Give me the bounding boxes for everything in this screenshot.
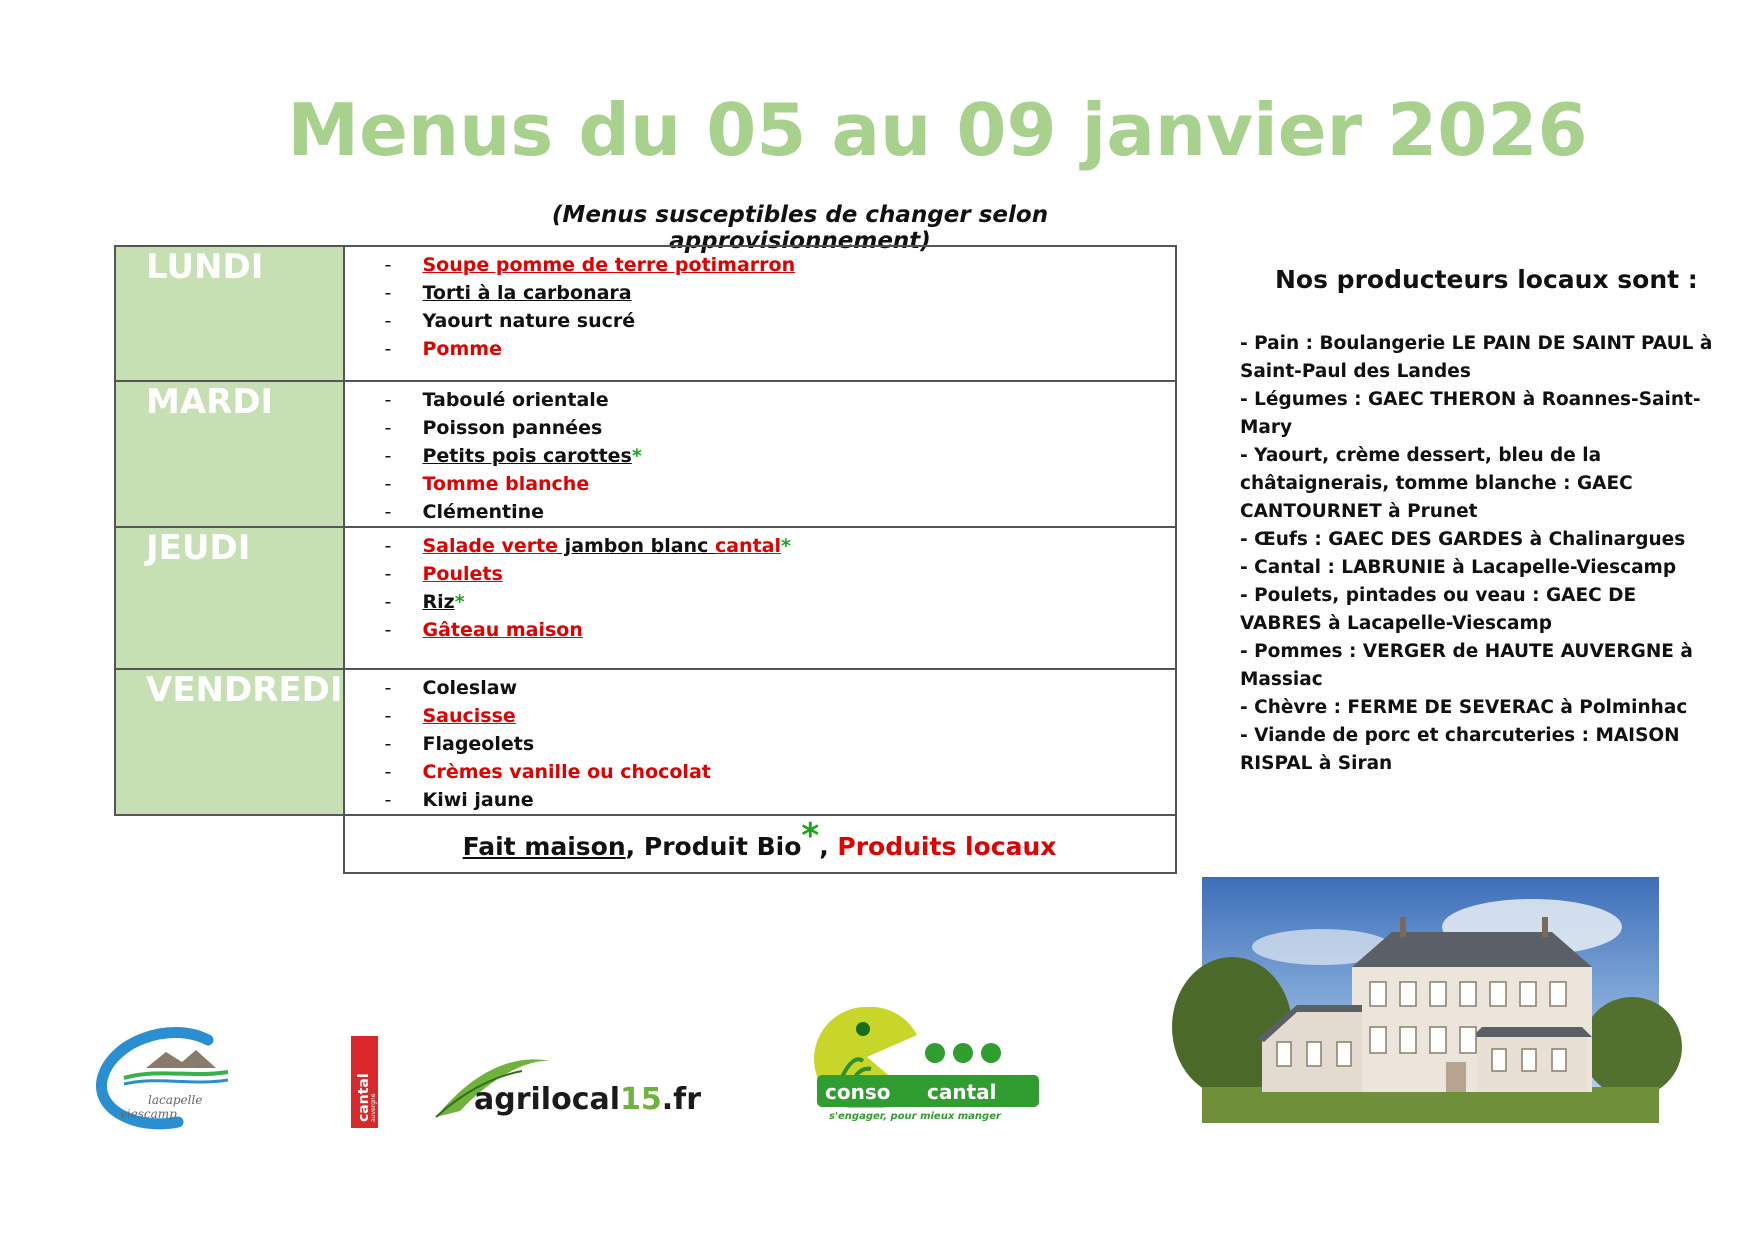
menu-item <box>385 279 1175 307</box>
legend-bio: Produit Bio <box>643 832 802 861</box>
lacapelle-text: lacapelle <box>148 1093 203 1107</box>
item-dash: - <box>384 789 392 811</box>
producer-item: - Pommes : VERGER de HAUTE AUVERGNE à Massiac <box>1240 641 1693 690</box>
menu-table-body <box>115 246 1176 873</box>
item-dash: - <box>384 473 392 495</box>
menu-item-text: cantal <box>714 535 781 557</box>
item-dash: - <box>384 677 392 699</box>
menu-item-text: Riz <box>422 591 455 613</box>
menu-item <box>385 470 1175 498</box>
menu-item-text: Torti à la carbonara <box>422 282 632 304</box>
menu-item <box>385 730 1175 758</box>
item-dash: - <box>384 445 392 467</box>
day-cell <box>115 381 344 527</box>
item-dash: - <box>384 254 392 276</box>
bio-star: * <box>631 445 642 467</box>
menu-item-text: Tomme blanche <box>422 473 590 495</box>
day-label: MARDI <box>146 382 274 422</box>
auvergne-text: auvergne <box>370 1093 377 1122</box>
day-label: JEUDI <box>146 528 251 568</box>
menu-item-text: Clémentine <box>422 501 545 523</box>
producer-item: - Œufs : GAEC DES GARDES à Chalinargues <box>1240 529 1686 550</box>
menu-row-vendredi <box>115 669 1176 815</box>
agrilocal-15-text: 15 <box>620 1082 662 1117</box>
cantal-text: cantal <box>356 1073 372 1122</box>
producer-item: - Légumes : GAEC THERON à Roannes-Saint-Mary <box>1240 389 1701 438</box>
menu-item <box>385 588 1175 616</box>
school-photo <box>1202 877 1659 1123</box>
legend-cell <box>344 815 1176 873</box>
menu-row-lundi <box>115 246 1176 381</box>
page-subtitle: (Menus susceptibles de changer selon approvisionnement) <box>551 202 1049 254</box>
menu-item-text: Salade verte <box>422 535 559 557</box>
menu-item <box>385 307 1175 335</box>
svg-text:agrilocal15.fr <box>474 1082 701 1117</box>
producer-item: - Cantal : LABRUNIE à Lacapelle-Viescamp <box>1240 557 1677 578</box>
conso-cantal-logo <box>805 995 1045 1125</box>
producer-item: - Yaourt, crème dessert, bleu de la châtaignerais, tomme blanche : GAEC CANTOURNET à Prunet <box>1240 445 1633 522</box>
viescamp-text: viescamp <box>120 1107 177 1121</box>
item-dash: - <box>384 761 392 783</box>
menu-item <box>385 335 1175 363</box>
menu-item-text: Coleslaw <box>422 677 518 699</box>
menu-table <box>114 245 1177 874</box>
menu-item-text: Flageolets <box>422 733 535 755</box>
producer-item: - Viande de porc et charcuteries : MAISON RISPAL à Siran <box>1240 725 1680 774</box>
menu-item <box>385 758 1175 786</box>
menu-item <box>385 674 1175 702</box>
bio-star: * <box>780 535 791 557</box>
agrilocal-text: agrilocal <box>474 1082 621 1117</box>
menu-item-text: Kiwi jaune <box>422 789 534 811</box>
menu-item-text: jambon blanc <box>558 535 715 557</box>
menu-item-text: Pomme <box>422 338 502 360</box>
legend-row <box>115 815 1176 873</box>
menu-item <box>385 532 1175 560</box>
day-label: LUNDI <box>146 247 264 287</box>
producers-list <box>1240 330 1720 778</box>
cantal-word-text: cantal <box>927 1080 997 1104</box>
menu-row-jeudi <box>115 527 1176 669</box>
legend-sep: , <box>819 832 838 861</box>
menu-item <box>385 560 1175 588</box>
menu-item <box>385 702 1175 730</box>
item-dash: - <box>384 282 392 304</box>
menu-item-text: Crèmes vanille ou chocolat <box>422 761 711 783</box>
menu-item <box>385 442 1175 470</box>
menu-items-cell <box>344 381 1176 527</box>
item-dash: - <box>384 417 392 439</box>
lacapelle-viescamp-logo <box>90 1022 240 1132</box>
menu-item-text: Poulets <box>422 563 503 585</box>
conso-tagline: s'engager, pour mieux manger <box>829 1111 1001 1122</box>
menu-item-text: Taboulé orientale <box>422 389 609 411</box>
menu-item <box>385 786 1175 814</box>
item-dash: - <box>384 535 392 557</box>
day-cell <box>115 669 344 815</box>
producer-item: - Poulets, pintades ou veau : GAEC DE VABRES à Lacapelle-Viescamp <box>1240 585 1637 634</box>
producer-item: - Pain : Boulangerie LE PAIN DE SAINT PAUL à Saint-Paul des Landes <box>1240 333 1713 382</box>
cantal-auvergne-logo <box>351 1036 378 1128</box>
item-dash: - <box>384 501 392 523</box>
menu-item <box>385 498 1175 526</box>
menu-item-text: Soupe pomme de terre potimarron <box>422 254 796 276</box>
item-dash: - <box>384 591 392 613</box>
conso-text: conso <box>825 1080 891 1104</box>
agrilocal15-logo <box>430 1045 702 1120</box>
item-dash: - <box>384 619 392 641</box>
legend-bio-star: * <box>801 816 820 856</box>
menu-item-text: Yaourt nature sucré <box>422 310 636 332</box>
menu-item <box>385 616 1175 644</box>
menu-items-cell <box>344 246 1176 381</box>
bio-star: * <box>454 591 465 613</box>
day-cell <box>115 246 344 381</box>
item-dash: - <box>384 733 392 755</box>
item-dash: - <box>384 310 392 332</box>
menu-row-mardi <box>115 381 1176 527</box>
menu-items-cell <box>344 669 1176 815</box>
menu-items-cell <box>344 527 1176 669</box>
item-dash: - <box>384 338 392 360</box>
menu-item <box>385 414 1175 442</box>
item-dash: - <box>384 705 392 727</box>
menu-item-text: Petits pois carottes <box>422 445 632 467</box>
producer-item: - Chèvre : FERME DE SEVERAC à Polminhac <box>1240 697 1688 718</box>
legend-sep: , <box>625 832 644 861</box>
menu-item-text: Saucisse <box>422 705 516 727</box>
item-dash: - <box>384 563 392 585</box>
menu-item-text: Gâteau maison <box>422 619 583 641</box>
legend-spacer <box>115 815 344 873</box>
menu-item <box>385 386 1175 414</box>
day-label: VENDREDI <box>146 670 343 710</box>
producers-title: Nos producteurs locaux sont : <box>1275 265 1698 294</box>
legend-homemade: Fait maison <box>462 832 626 861</box>
menu-item-text: Poisson pannées <box>422 417 603 439</box>
item-dash: - <box>384 389 392 411</box>
agrilocal-ext-text: .fr <box>661 1082 702 1117</box>
menu-item <box>385 251 1175 279</box>
day-cell <box>115 527 344 669</box>
legend-local: Produits locaux <box>837 832 1057 861</box>
page-title: Menus du 05 au 09 janvier 2026 <box>287 88 1588 172</box>
